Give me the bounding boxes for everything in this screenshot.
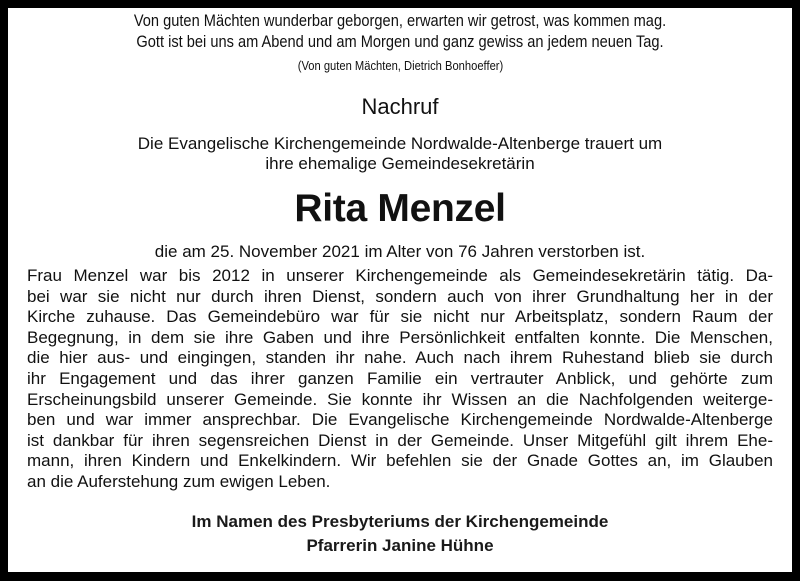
signature-line-1: Im Namen des Presbyteriums der Kirchengemeinde: [191, 512, 609, 531]
signature: [8, 510, 792, 558]
body-line: an die Auferstehung zum ewigen Leben.: [27, 471, 331, 491]
body-line: ist dankbar für ihren segensreichen Dienst in der Gemeinde. Unser Mitgefühl gilt ihrem Ehe-: [27, 430, 773, 450]
body-line: Frau Menzel war bis 2012 in unserer Kirchengemeinde als Gemeindesekretärin tätig. Da-: [27, 266, 773, 285]
body-line: die hier aus- und eingingen, standen ihr nahe. Auch nach ihrem Ruhestand blieb sie durch: [27, 348, 773, 368]
obituary-notice: [8, 8, 792, 572]
body-line: Erscheinungsbild unserer Gemeinde. Sie konnte ihr Wissen an die Nachfolgenden weiterge-: [27, 389, 773, 409]
intro-line-1: Die Evangelische Kirchengemeinde Nordwalde-Altenberge trauert um: [137, 134, 663, 153]
bible-quote: [8, 10, 792, 52]
quote-source-text: (Von guten Mächten, Dietrich Bonhoeffer): [297, 58, 503, 73]
intro-line-2: ihre ehemalige Gemeindesekretärin: [265, 154, 535, 173]
deceased-name: Rita Menzel: [294, 187, 506, 230]
intro-text: [8, 134, 792, 174]
death-notice: die am 25. November 2021 im Alter von 76 Jahren verstorben ist.: [154, 242, 646, 261]
quote-source: [8, 58, 792, 74]
quote-line-1: Von guten Mächten wunderbar geborgen, erwarten wir getrost, was kommen mag.: [133, 11, 667, 30]
body-line: Kirche zuhause. Das Gemeindebüro war für sie nicht nur Arbeitsplatz, sondern Raum der: [27, 307, 773, 327]
signature-line-2: Pfarrerin Janine Hühne: [306, 536, 494, 555]
body-line: ihr Engagement und das ihrer ganzen Familie ein vertrauter Anblick, und gehörte zum: [27, 368, 773, 388]
body-line: mann, ihren Kindern und Enkelkindern. Wir befehlen sie der Gnade Gottes an, im Glauben: [27, 451, 773, 471]
body-line: bei war sie nicht nur durch ihren Dienst, sondern auch von ihrer Grundhaltung her in der: [27, 286, 773, 306]
notice-heading: Nachruf: [361, 94, 439, 119]
body-line: ben und war immer ansprechbar. Die Evangelische Kirchengemeinde Nordwalde-Altenberge: [27, 410, 773, 430]
body-line: Begegnung, in dem sie ihre Gaben und ihre Persönlichkeit entfalten konnte. Die Menschen,: [27, 327, 773, 347]
quote-line-2: Gott ist bei uns am Abend und am Morgen und ganz gewiss an jedem neuen Tag.: [136, 32, 664, 51]
obituary-body: [27, 266, 773, 493]
